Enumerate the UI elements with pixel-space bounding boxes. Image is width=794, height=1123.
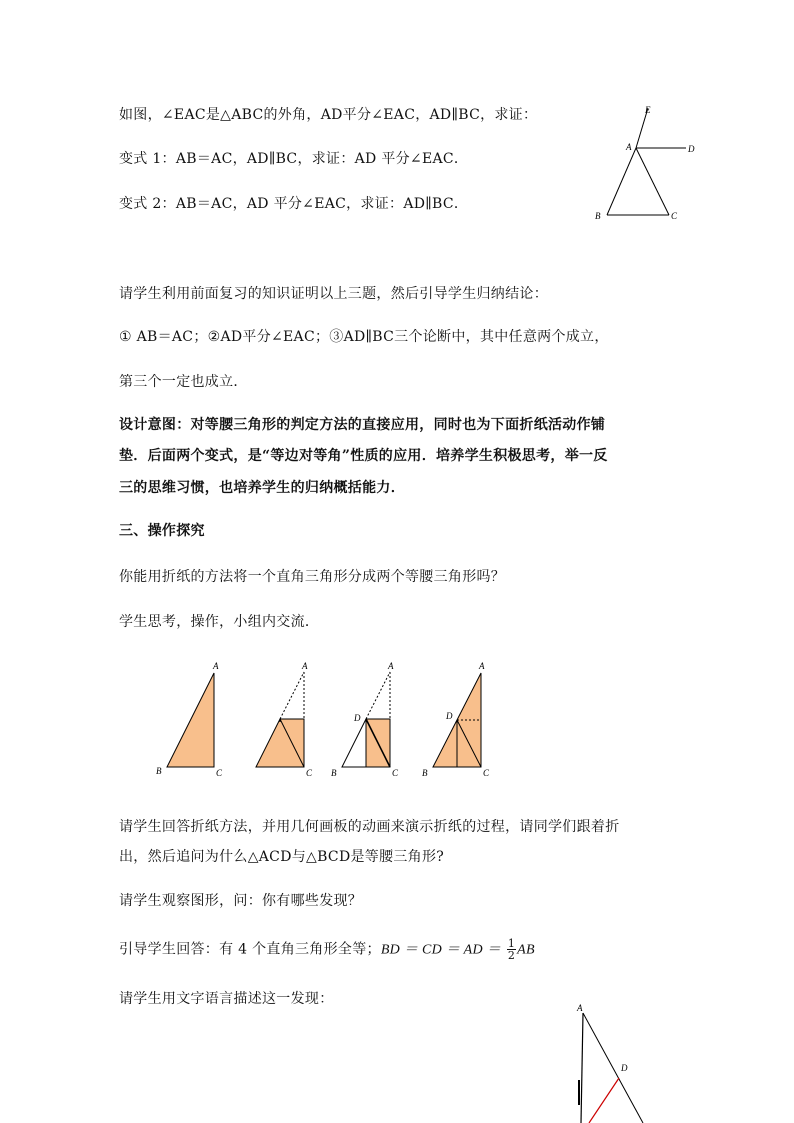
fraction-one-half: $\frac{1}{2}$ [507,937,516,962]
label-D: D [688,144,695,154]
answer-line-1: 请学生回答折纸方法，并用几何画板的动画来演示折纸的过程，请同学们跟着折 [119,819,620,835]
design-intent-line-2: 垫．后面两个变式，是“等边对等角”性质的应用．培养学生积极思考，举一反 [119,448,608,464]
fold-figure-3 [331,661,399,778]
svg-text:A: A [577,1003,583,1013]
fold-figure-4 [422,661,490,778]
label-E: E [645,105,651,115]
answer-line-2: 出，然后追问为什么△ACD与△BCD是等腰三角形? [119,849,445,865]
svg-text:A: A [213,661,219,671]
variant-2: 变式 2：AB＝AC，AD 平分∠EAC，求证：AD∥BC． [119,196,469,212]
svg-text:C: C [483,768,490,778]
svg-text:D: D [621,1063,628,1073]
conclusion-line-1: ① AB＝AC；②AD平分∠EAC；③AD∥BC三个论断中，其中任意两个成立， [119,329,609,345]
folding-question: 你能用折纸的方法将一个直角三角形分成两个等腰三角形吗？ [119,569,506,585]
section-heading: 三、操作探究 [119,523,205,539]
bottom-right-figure [565,995,655,1123]
svg-text:A: A [479,661,485,671]
variant-1: 变式 1：AB＝AC，AD∥BC，求证：AD 平分∠EAC． [119,151,469,167]
svg-text:C: C [392,768,399,778]
svg-text:B: B [331,768,337,778]
svg-text:A: A [388,661,394,671]
svg-text:D: D [446,711,453,721]
svg-text:C: C [306,768,313,778]
label-A: A [626,142,632,152]
fold-figure-1 [156,661,223,778]
design-intent-line-3: 三的思维习惯，也培养学生的归纳概括能力． [119,480,405,496]
label-B: B [595,211,601,221]
guide-answer [119,938,535,961]
svg-text:D: D [354,713,361,723]
label-C: C [671,211,678,221]
svg-text:B: B [422,768,428,778]
guide-equation: BD ＝ CD ＝ AD ＝ [380,942,502,958]
folding-figures [150,655,500,785]
student-activity: 学生思考，操作，小组内交流． [119,614,320,630]
fold-figure-2 [256,661,313,778]
conclusion-line-2: 第三个一定也成立． [119,374,248,390]
observe-question: 请学生观察图形，问：你有哪些发现？ [119,893,363,909]
svg-text:A: A [302,661,308,671]
problem-statement: 如图，∠EAC是△ABC的外角，AD平分∠EAC，AD∥BC，求证： [119,107,538,123]
exterior-angle-figure [588,100,708,225]
svg-text:B: B [156,766,162,776]
guide-suffix: AB [517,942,535,958]
svg-text:C: C [216,768,223,778]
guide-prefix: 引导学生回答：有 4 个直角三角形全等； [119,941,381,958]
design-intent-line-1: 设计意图：对等腰三角形的判定方法的直接应用，同时也为下面折纸活动作铺 [119,417,606,433]
instruction-text: 请学生利用前面复习的知识证明以上三题，然后引导学生归纳结论： [119,286,548,302]
describe-prompt: 请学生用文字语言描述这一发现： [119,991,334,1007]
